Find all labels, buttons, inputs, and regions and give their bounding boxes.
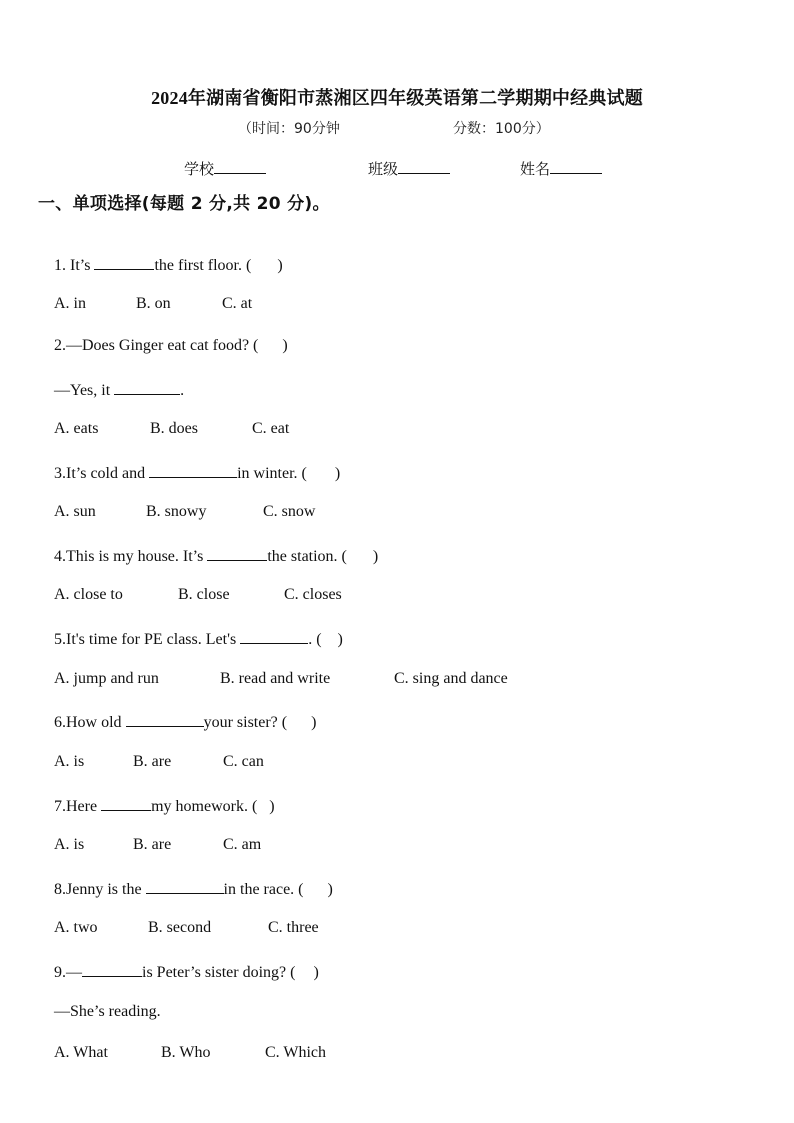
option-a[interactable]: A. is xyxy=(54,753,85,770)
answer-blank[interactable] xyxy=(240,627,308,644)
question-paren: ) xyxy=(282,337,288,354)
answer-blank[interactable] xyxy=(149,461,237,478)
answer-blank[interactable] xyxy=(101,794,151,811)
option-c[interactable]: C. sing and dance xyxy=(394,670,508,687)
question-paren: ) xyxy=(277,257,283,274)
name-label: 姓名 xyxy=(520,160,551,178)
option-c[interactable]: C. three xyxy=(268,919,319,936)
exam-time: （时间：90分钟 xyxy=(238,121,340,137)
question-text: in winter. ( xyxy=(237,465,307,482)
question-text: is Peter’s sister doing? ( xyxy=(142,964,296,981)
option-c[interactable]: C. at xyxy=(222,295,253,312)
option-b[interactable]: B. on xyxy=(136,295,171,312)
option-b[interactable]: B. are xyxy=(133,836,172,853)
answer-blank[interactable] xyxy=(126,710,204,727)
question-paren: ) xyxy=(337,631,343,648)
question-paren: ) xyxy=(372,548,379,565)
question-text: 2.—Does Ginger eat cat food? ( xyxy=(54,337,259,354)
option-a[interactable]: A. is xyxy=(54,836,85,853)
question-text: 8.Jenny is the xyxy=(54,881,146,898)
name-field xyxy=(520,158,602,179)
option-a[interactable]: A. in xyxy=(54,295,86,312)
option-b[interactable]: B. snowy xyxy=(146,503,207,520)
question-text: . ( xyxy=(308,631,322,648)
question-text: 7.Here xyxy=(54,798,102,815)
option-b[interactable]: B. Who xyxy=(161,1044,211,1061)
option-a[interactable]: A. jump and run xyxy=(54,670,159,687)
option-b[interactable]: B. does xyxy=(150,420,198,437)
question-text: your sister? ( xyxy=(203,714,288,731)
class-field xyxy=(368,158,450,179)
question-text: 4.This is my house. It’s xyxy=(54,548,208,565)
question-text: 6.How old xyxy=(54,714,126,731)
class-label: 班级 xyxy=(368,160,399,178)
question-text: 1. It’s xyxy=(54,257,95,274)
question-text: the station. ( xyxy=(267,548,347,565)
answer-blank[interactable] xyxy=(146,877,224,894)
question-paren: ) xyxy=(334,465,341,482)
answer-blank[interactable] xyxy=(207,544,267,561)
question-text: my homework. ( xyxy=(151,798,258,815)
question-text: —She’s reading. xyxy=(54,1003,161,1020)
option-c[interactable]: C. Which xyxy=(265,1044,327,1061)
option-b[interactable]: B. are xyxy=(133,753,172,770)
exam-title: 2024年湖南省衡阳市蒸湘区四年级英语第二学期期中经典试题 xyxy=(151,88,643,108)
answer-blank[interactable] xyxy=(114,378,180,395)
question-paren: ) xyxy=(269,798,275,815)
question-paren: ) xyxy=(311,714,317,731)
answer-blank[interactable] xyxy=(94,253,154,270)
question-paren: ) xyxy=(327,881,333,898)
option-a[interactable]: A. sun xyxy=(54,503,96,520)
option-a[interactable]: A. close to xyxy=(54,586,123,603)
option-c[interactable]: C. eat xyxy=(252,420,290,437)
option-a[interactable]: A. What xyxy=(54,1044,108,1061)
options-9 xyxy=(38,1023,326,1083)
school-field xyxy=(184,158,266,179)
question-text: the first floor. ( xyxy=(154,257,252,274)
exam-score: 分数：100分） xyxy=(453,121,550,137)
option-b[interactable]: B. close xyxy=(178,586,230,603)
option-c[interactable]: C. closes xyxy=(284,586,342,603)
option-b[interactable]: B. read and write xyxy=(220,670,331,687)
name-blank[interactable] xyxy=(550,158,602,174)
question-paren: ) xyxy=(313,964,319,981)
question-text: in the race. ( xyxy=(223,881,304,898)
answer-blank[interactable] xyxy=(82,960,142,977)
option-c[interactable]: C. snow xyxy=(263,503,316,520)
section-title: 一、单项选择(每题 2 分,共 20 分)。 xyxy=(38,194,330,214)
school-blank[interactable] xyxy=(214,158,266,174)
question-text: 9.— xyxy=(54,964,82,981)
question-text: —Yes, it xyxy=(54,382,115,399)
option-a[interactable]: A. eats xyxy=(54,420,99,437)
school-label: 学校 xyxy=(184,160,215,178)
question-text: . xyxy=(180,382,185,399)
option-b[interactable]: B. second xyxy=(148,919,212,936)
question-text: 5.It's time for PE class. Let's xyxy=(54,631,241,648)
option-a[interactable]: A. two xyxy=(54,919,98,936)
option-c[interactable]: C. am xyxy=(223,836,262,853)
class-blank[interactable] xyxy=(398,158,450,174)
question-text: 3.It’s cold and xyxy=(54,465,150,482)
option-c[interactable]: C. can xyxy=(223,753,264,770)
